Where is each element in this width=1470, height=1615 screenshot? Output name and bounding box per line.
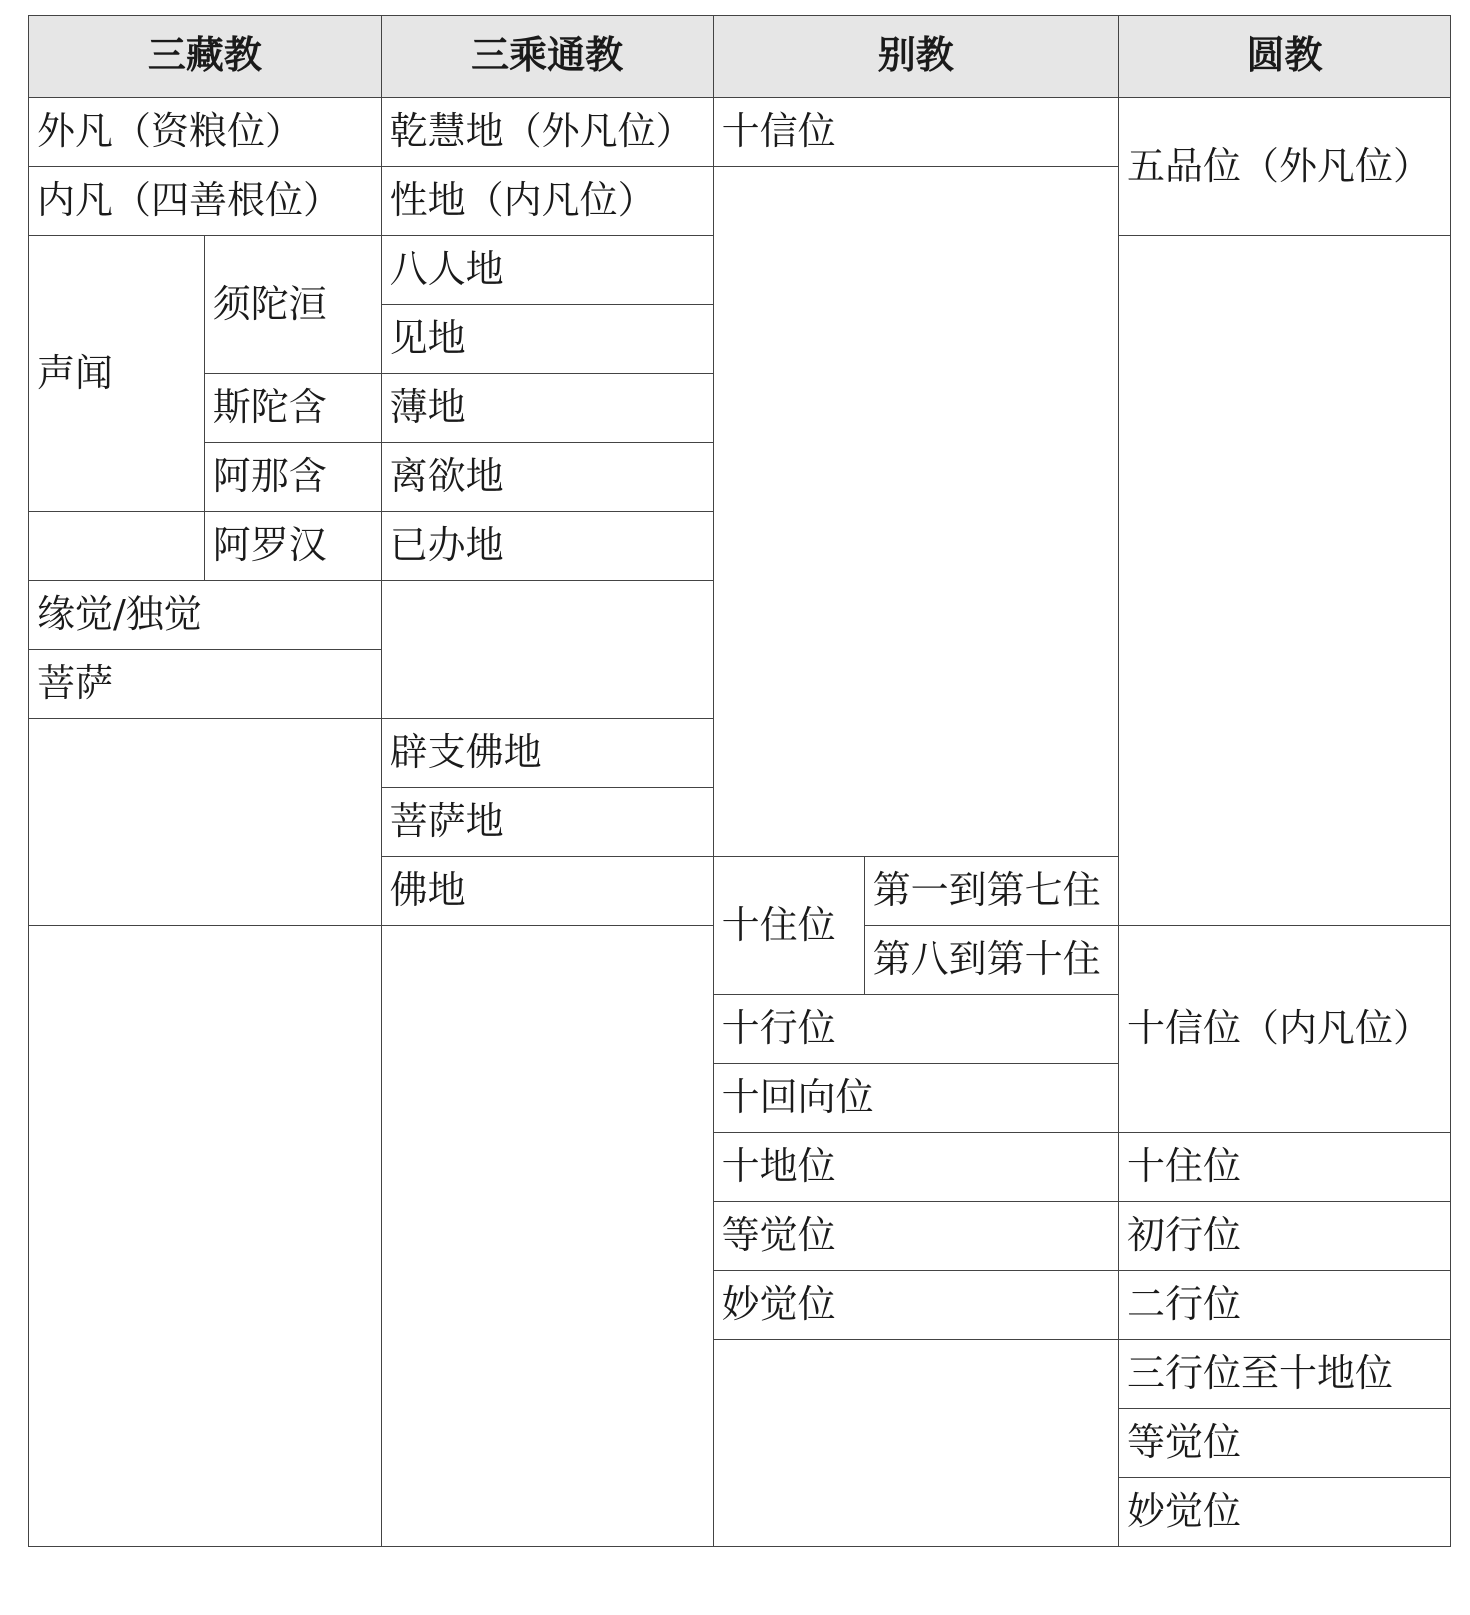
cell-shihuixiangwei: 十回向位	[713, 1064, 1118, 1133]
cell-sanzang-empty-2	[29, 719, 382, 926]
cell-pizhifodi: 辟支佛地	[381, 719, 713, 788]
header-tongjiao: 三乘通教	[381, 16, 713, 98]
header-sanzang: 三藏教	[29, 16, 382, 98]
cell-erxingwei: 二行位	[1118, 1271, 1450, 1340]
cell-zhu1to7: 第一到第七住	[864, 857, 1118, 926]
cell-xutuohuan: 须陀洹	[204, 236, 381, 374]
cell-yuan-shixinwei: 十信位（内凡位）	[1118, 926, 1450, 1133]
cell-tong-empty-2	[381, 926, 713, 1547]
cell-yuanjue: 缘觉/独觉	[29, 581, 382, 650]
cell-liyudi: 离欲地	[381, 443, 713, 512]
cell-sanzang-empty-1	[29, 512, 205, 581]
cell-shidiwei: 十地位	[713, 1133, 1118, 1202]
cell-situohan: 斯陀含	[204, 374, 381, 443]
cell-bie-shizhuwei: 十住位	[713, 857, 864, 995]
header-row	[29, 16, 1451, 98]
cell-pusa: 菩萨	[29, 650, 382, 719]
cell-sanxingzhishidi: 三行位至十地位	[1118, 1340, 1450, 1409]
cell-ganhuidi: 乾慧地（外凡位）	[381, 98, 713, 167]
cell-bie-empty-1	[713, 167, 1118, 857]
cell-chuxingwei: 初行位	[1118, 1202, 1450, 1271]
cell-anahan: 阿那含	[204, 443, 381, 512]
cell-yuan-shizhuwei: 十住位	[1118, 1133, 1450, 1202]
cell-sanzang-empty-3	[29, 926, 382, 1547]
cell-shixingwei: 十行位	[713, 995, 1118, 1064]
cell-pusadi: 菩萨地	[381, 788, 713, 857]
cell-bie-empty-2	[713, 1340, 1118, 1547]
cell-shengwen: 声闻	[29, 236, 205, 512]
cell-tong-empty-1	[381, 581, 713, 719]
cell-xingdi: 性地（内凡位）	[381, 167, 713, 236]
cell-fodi: 佛地	[381, 857, 713, 926]
stage-comparison-table	[28, 15, 1451, 1547]
header-yuanjiao: 圆教	[1118, 16, 1450, 98]
cell-neifan: 内凡（四善根位）	[29, 167, 382, 236]
cell-bie-miaojuewei: 妙觉位	[713, 1271, 1118, 1340]
cell-yuan-empty-1	[1118, 236, 1450, 926]
cell-barendi: 八人地	[381, 236, 713, 305]
cell-wupinwei: 五品位（外凡位）	[1118, 98, 1450, 236]
cell-bodi: 薄地	[381, 374, 713, 443]
cell-aluohan: 阿罗汉	[204, 512, 381, 581]
header-biejiao: 别教	[713, 16, 1118, 98]
cell-bie-dengjuewei: 等觉位	[713, 1202, 1118, 1271]
cell-bie-shixinwei: 十信位	[713, 98, 1118, 167]
cell-jiandi: 见地	[381, 305, 713, 374]
cell-yuan-dengjuewei: 等觉位	[1118, 1409, 1450, 1478]
cell-zhu8to10: 第八到第十住	[864, 926, 1118, 995]
cell-yuan-miaojuewei: 妙觉位	[1118, 1478, 1450, 1547]
cell-waifan: 外凡（资粮位）	[29, 98, 382, 167]
table-row	[29, 98, 1451, 167]
cell-yibandi: 已办地	[381, 512, 713, 581]
